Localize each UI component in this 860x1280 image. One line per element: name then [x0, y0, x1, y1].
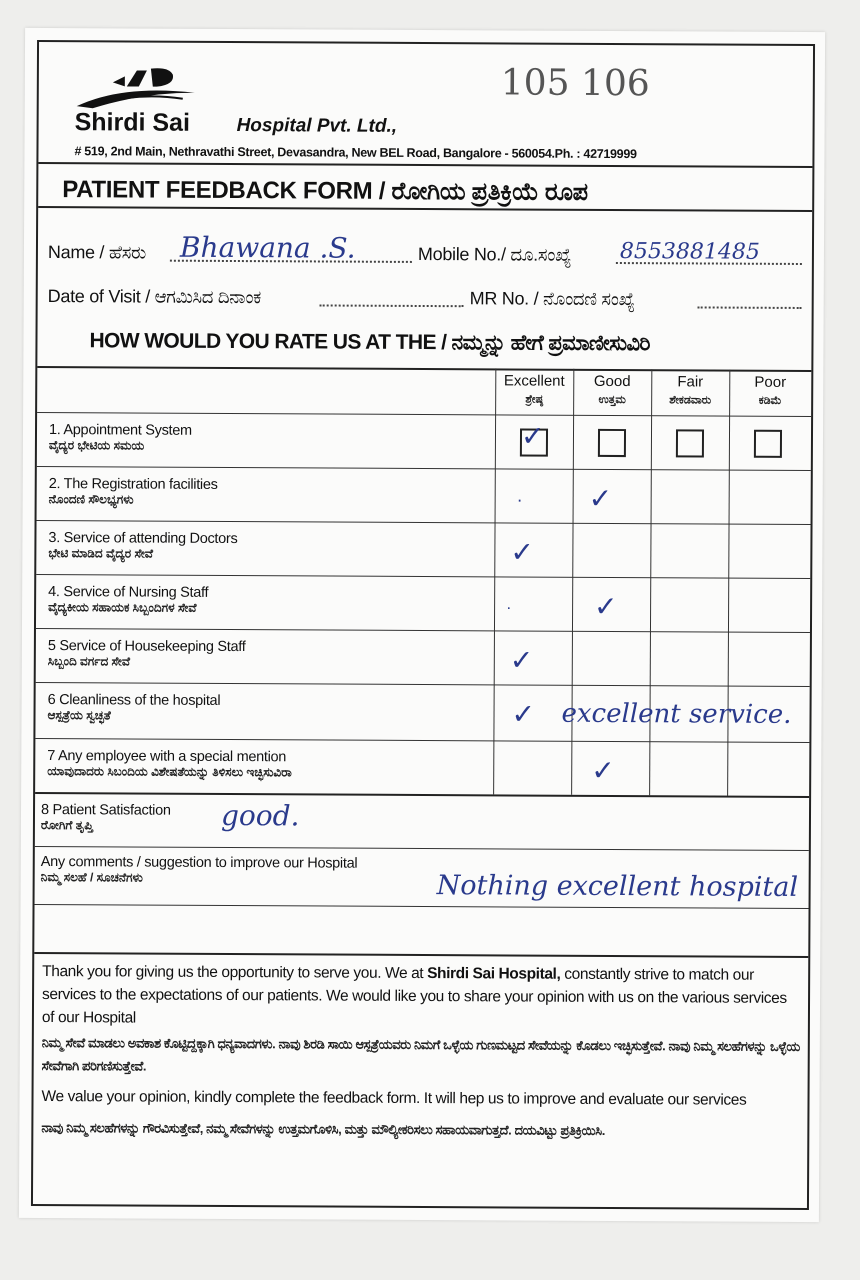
visit-date-label: Date of Visit / ಆಗಮಿಸಿದ ದಿನಾಂಕ — [47, 286, 262, 308]
row-divider — [36, 574, 810, 579]
table-top — [37, 366, 811, 372]
kannada-paragraph-2: ನಾವು ನಿಮ್ಮ ಸಲಹೆಗಳನ್ನು ಗೌರವಿಸುತ್ತೇವೆ, ನಮ್ಮ ಸೇವೆಗಳನ್ನು ಉತ್ತಮಗೊಳಿಸಿ, ಮತ್ತು ಮೌಲ್ಯೀಕರಿಸಲು ಸಹಾಯವಾಗುತ್ತದೆ. ದಯವಿಟ್ಟು ಪ್ರತಿಕ್ರಿಯಿಸಿ. — [41, 1120, 606, 1138]
comments-value[interactable]: Nothing excellent hospital — [436, 870, 799, 903]
footer-text — [41, 960, 802, 1143]
row-divider — [35, 738, 809, 743]
form-title: PATIENT FEEDBACK FORM / ರೋಗಿಯ ಪ್ರತಿಕ್ರಿಯೆ ರೂಪ — [62, 176, 588, 206]
col-excellent: Excellent ಶ್ರೇಷ್ಠ — [503, 372, 565, 406]
table-row: 3. Service of attending Doctors ಭೇಟಿ ಮಾಡಿದ ವೈದ್ಯರ ಸೇವೆ — [48, 530, 238, 561]
mobile-value[interactable]: 8553881485 — [619, 239, 761, 265]
tick-mark: ✓ — [511, 698, 536, 730]
mobile-label: Mobile No./ ದೂ.ಸಂಖ್ಯೆ — [417, 243, 572, 265]
mr-label: MR No. / ನೊಂದಣಿ ಸಂಖ್ಯೆ — [469, 288, 635, 310]
col-divider — [649, 369, 652, 795]
table-bottom — [35, 792, 809, 798]
kannada-paragraph-1: ನಿಮ್ಮ ಸೇವೆ ಮಾಡಲು ಅವಕಾಶ ಕೊಟ್ಟಿದ್ದಕ್ಕಾಗಿ ಧನ್ಯವಾದಗಳು. ನಾವು ಶಿರಡಿ ಸಾಯಿ ಆಸ್ಪತ್ರೆಯವರು ನಿಮಗೆ ಒಳ್ಳೆಯ ಗುಣಮಟ್ಟದ ಸೇವೆಯನ್ನು ಕೊಡಲು ಇಚ್ಛಿಸುತ್ತೇವೆ. ನಾವು ನಿಮ್ಮ ಸಲಹೆಗಳನ್ನು ಒಳ್ಳೆಯ ಸೇವೆಗಾಗಿ ಪರಿಗಣಿಸುತ್ತೇವೆ. — [41, 1035, 800, 1074]
col-divider — [493, 368, 496, 794]
row-divider — [36, 682, 810, 687]
tick-mark: ✓ — [510, 536, 534, 568]
tick-mark: ✓ — [591, 754, 615, 787]
name-label: Name / ಹೆಸರು — [47, 242, 147, 263]
comments-label: Any comments / suggestion to improve our Hospital ನಿಮ್ಮ ಸಲಹೆ / ಸೂಚನೆಗಳು — [40, 854, 358, 885]
hospital-suffix: Hospital Pvt. Ltd., — [236, 115, 398, 137]
divider — [38, 162, 812, 168]
hospital-logo — [73, 62, 203, 115]
table-row: 7 Any employee with a special mention ಯಾವುದಾದರು ಸಿಬಂದಿಯ ವಿಶೇಷತೆಯನ್ನು ತಿಳಿಸಲು ಇಚ್ಛಿಸುವಿರಾ — [47, 748, 292, 780]
table-row: 1. Appointment System ವೈದ್ಯರ ಭೇಟಿಯ ಸಮಯ — [48, 422, 192, 453]
hospital-name: Shirdi Sai — [74, 108, 191, 137]
divider — [34, 952, 808, 958]
row-divider — [37, 520, 811, 525]
table-row: 5 Service of Housekeeping Staff ಸಿಬ್ಬಂದಿ ವರ್ಗದ ಸೇವೆ — [47, 638, 246, 669]
tick-mark: ✓ — [509, 644, 534, 676]
col-fair: Fair ಶೇಕಡವಾರು — [669, 373, 712, 407]
dot-mark: · — [516, 489, 523, 510]
dot-mark: · — [506, 599, 512, 617]
row-divider — [35, 904, 809, 909]
satisfaction-value[interactable]: good. — [220, 798, 300, 833]
name-value[interactable]: Bhawana .S. — [179, 230, 356, 265]
hospital-address: # 519, 2nd Main, Nethravathi Street, Devasandra, New BEL Road, Bangalore - 560054.Ph. : 42719999 — [74, 144, 637, 162]
col-poor: Poor ಕಡಿಮೆ — [754, 373, 787, 407]
table-row: 6 Cleanliness of the hospital ಆಸ್ಪತ್ರೆಯ ಸ್ವಚ್ಛತೆ — [47, 692, 221, 723]
feedback-form — [31, 40, 815, 1210]
row-divider — [37, 466, 811, 471]
mr-field[interactable] — [698, 306, 802, 309]
col-divider — [727, 370, 730, 796]
checkbox-fair[interactable] — [676, 429, 704, 457]
divider — [38, 206, 812, 212]
tick-mark: ✓ — [520, 420, 545, 452]
row6-comment: excellent service. — [561, 698, 792, 730]
table-row: 2. The Registration facilities ನೊಂದಣಿ ಸೌಲಭ್ಯಗಳು — [48, 476, 218, 507]
row-divider — [37, 412, 811, 417]
visit-date-field[interactable] — [320, 304, 464, 307]
row-divider — [36, 628, 810, 633]
col-divider — [571, 369, 574, 795]
rate-heading: HOW WOULD YOU RATE US AT THE / ನಮ್ಮನ್ನು ಹೇಗೆ ಪ್ರಮಾಣೀಸುವಿರಿ — [89, 329, 651, 356]
feedback-form-paper — [19, 28, 825, 1222]
thanks-paragraph: Thank you for giving us the opportunity to serve you. We at Shirdi Sai Hospital, constantly strive to match our services to the expectations of our patients. We would like you to share your opinion with us on the various services of our Hospital — [41, 963, 787, 1027]
value-paragraph: We value your opinion, kindly complete the feedback form. It will hep us to improve and evaluate our services — [41, 1088, 747, 1109]
tick-mark: ✓ — [588, 482, 613, 514]
checkbox-poor[interactable] — [754, 430, 782, 458]
satisfaction-label: 8 Patient Satisfaction ರೋಗಿಗೆ ತೃಪ್ತಿ — [40, 802, 171, 833]
tick-mark: ✓ — [594, 590, 618, 623]
handwritten-number: 105 106 — [500, 62, 650, 105]
row-divider — [35, 846, 809, 851]
table-row: 4. Service of Nursing Staff ವೈದ್ಯಕೀಯ ಸಹಾಯಕ ಸಿಬ್ಬಂದಿಗಳ ಸೇವೆ — [48, 584, 209, 615]
checkbox-good[interactable] — [598, 429, 626, 457]
col-good: Good ಉತ್ತಮ — [593, 372, 631, 407]
